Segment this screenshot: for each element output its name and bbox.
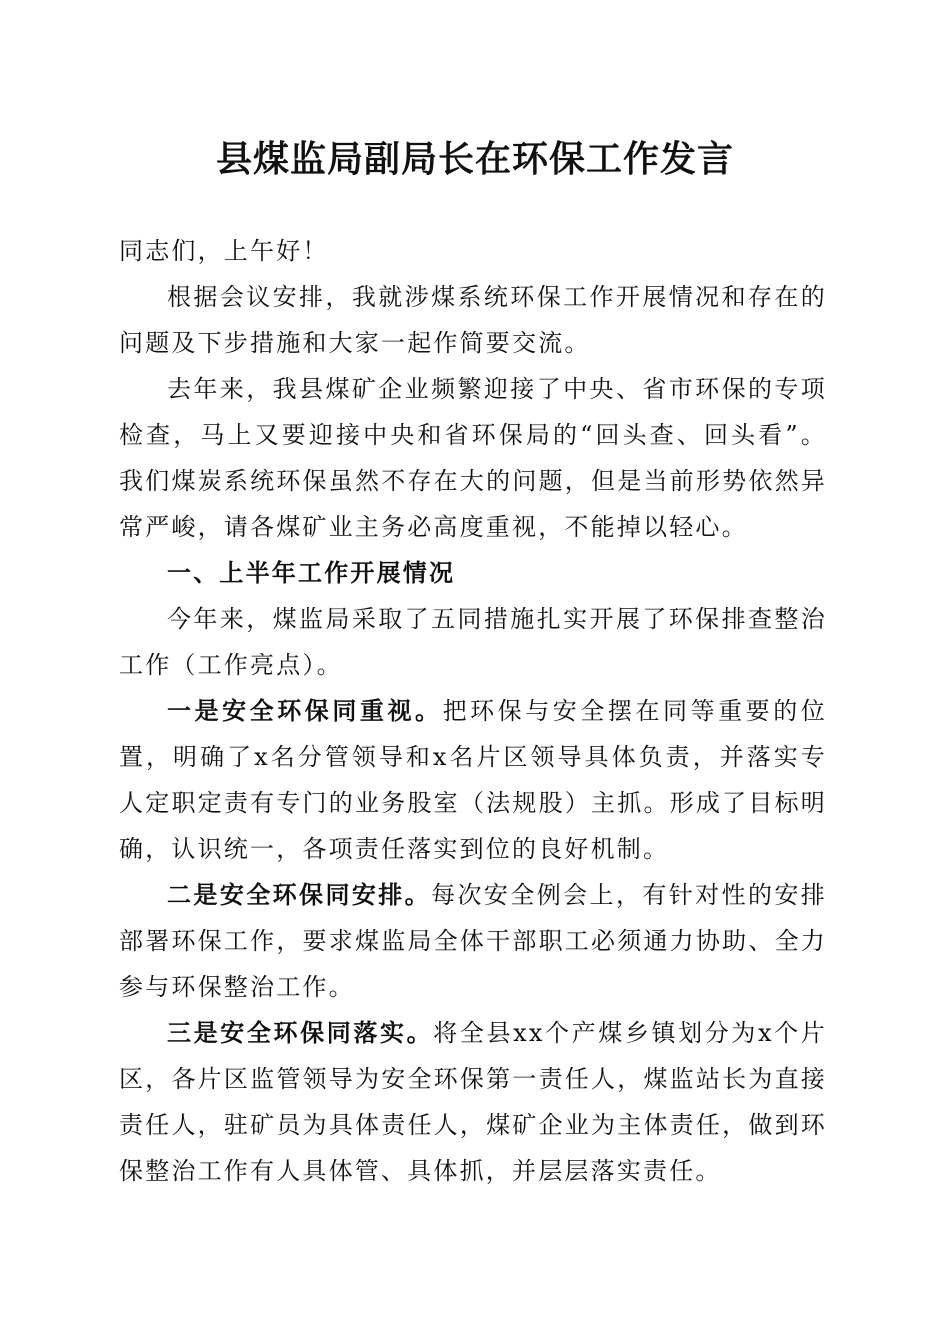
- paragraph-point-3: [119, 1010, 827, 1194]
- section-heading-1: 一、上半年工作开展情况: [167, 559, 456, 587]
- point-2-body: 每次安全例会上，有针对性的安排部署环保工作，要求煤监局全体干部职工必须通力协助、全力参与环保整治工作。: [119, 881, 828, 1001]
- point-3-lead: 三是安全环保同落实。: [167, 1018, 434, 1047]
- point-3-body: 将全县xx个产煤乡镇划分为x个片区，各片区监管领导为安全环保第一责任人，煤监站长为直接责任人，驻矿员为具体责任人，煤矿企业为主体责任，做到环保整治工作有人具体管、具体抓，并层层落实责任。: [119, 1019, 827, 1185]
- paragraph-point-2: [119, 872, 827, 1010]
- paragraph-intro: 根据会议安排，我就涉煤系统环保工作开展情况和存在的问题及下步措施和大家一起作简要交流。: [119, 283, 827, 357]
- point-1-lead: 一是安全环保同重视。: [167, 696, 443, 725]
- document-title: 县煤监局副局长在环保工作发言: [215, 138, 734, 180]
- point-1-body: 把环保与安全摆在同等重要的位置，明确了x名分管领导和x名片区领导具体负责，并落实专人定职定责有专门的业务股室（法规股）主抓。形成了目标明确，认识统一，各项责任落实到位的良好机制。: [119, 697, 827, 863]
- paragraph-overview: 今年来，煤监局采取了五同措施扎实开展了环保排查整治工作（工作亮点）。: [119, 605, 827, 679]
- paragraph-point-1: [119, 688, 827, 872]
- greeting: 同志们，上午好！: [119, 237, 329, 265]
- paragraph-background: 去年来，我县煤矿企业频繁迎接了中央、省市环保的专项检查，马上又要迎接中央和省环保局的“回头查、回头看”。我们煤炭系统环保虽然不存在大的问题，但是当前形势依然异常严峻，请各煤矿业主务必高度重视，不能掉以轻心。: [119, 375, 827, 541]
- point-2-lead: 二是安全环保同安排。: [167, 880, 432, 909]
- document-body: [119, 228, 827, 1194]
